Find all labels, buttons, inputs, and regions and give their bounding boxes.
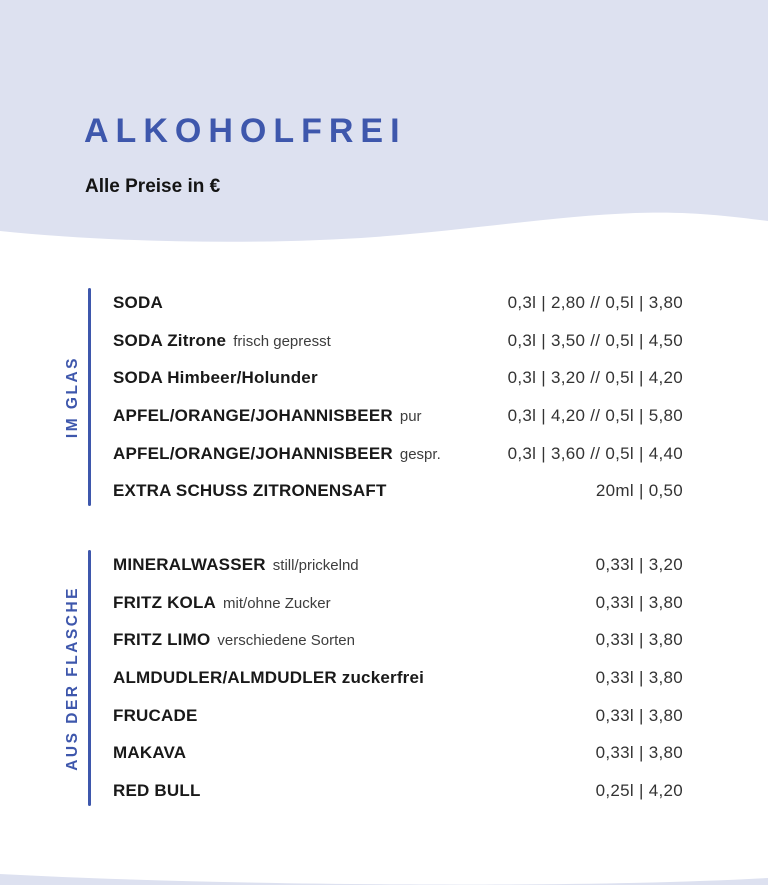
item-descriptor: pur: [399, 407, 422, 425]
item-price: 0,33l | 3,80: [595, 705, 683, 725]
menu-item-row: [113, 697, 683, 735]
item-name: SODA Zitrone: [113, 330, 227, 350]
section-label-aus-der-flasche: AUS DER FLASCHE: [63, 585, 81, 771]
item-name: MINERALWASSER: [113, 554, 266, 574]
menu-item-row: [113, 584, 683, 622]
menu-item-row: [113, 472, 683, 510]
item-name: APFEL/ORANGE/JOHANNISBEER: [113, 443, 393, 463]
item-price: 0,3l | 4,20 // 0,5l | 5,80: [507, 405, 683, 425]
footer-wave-band: [0, 869, 768, 885]
item-name: FRITZ LIMO: [113, 630, 211, 650]
menu-item-row: [113, 397, 683, 435]
item-price: 0,33l | 3,80: [595, 668, 683, 688]
item-name: SODA Himbeer/Holunder: [113, 368, 318, 388]
menu-item-row: [113, 735, 683, 773]
menu-item-row: [113, 322, 683, 360]
item-price: 0,33l | 3,20: [595, 554, 683, 574]
item-price: 0,33l | 3,80: [595, 592, 683, 612]
section-im-glas: [57, 284, 683, 510]
item-price: 0,3l | 3,50 // 0,5l | 4,50: [507, 330, 683, 350]
item-descriptor: frisch gepresst: [233, 332, 331, 350]
price-note: Alle Preise in €: [85, 176, 221, 197]
item-descriptor: still/prickelnd: [272, 556, 359, 574]
item-name: APFEL/ORANGE/JOHANNISBEER: [113, 405, 393, 425]
section-label-im-glas: IM GLAS: [63, 355, 81, 439]
item-name: FRITZ KOLA: [113, 592, 217, 612]
menu-item-row: [113, 659, 683, 697]
item-name: MAKAVA: [113, 743, 187, 763]
item-price: 0,25l | 4,20: [595, 781, 683, 801]
menu-item-row: [113, 435, 683, 473]
item-name: FRUCADE: [113, 705, 198, 725]
menu-item-row: [113, 284, 683, 322]
item-descriptor: mit/ohne Zucker: [223, 594, 331, 612]
menu-item-row: [113, 359, 683, 397]
menu-item-row: [113, 772, 683, 810]
item-price: 20ml | 0,50: [595, 481, 683, 501]
item-price: 0,33l | 3,80: [595, 743, 683, 763]
page-title: ALKOHOLFREI: [84, 112, 407, 150]
item-name: ALMDUDLER/ALMDUDLER zuckerfrei: [113, 668, 425, 688]
menu-item-row: [113, 621, 683, 659]
item-price: 0,3l | 3,20 // 0,5l | 4,20: [507, 368, 683, 388]
menu-item-row: [113, 546, 683, 584]
item-name: SODA: [113, 292, 163, 312]
item-price: 0,3l | 2,80 // 0,5l | 3,80: [507, 292, 683, 312]
section-aus-der-flasche: [57, 546, 683, 810]
item-descriptor: gespr.: [399, 445, 441, 463]
item-name: RED BULL: [113, 781, 201, 801]
item-name: EXTRA SCHUSS ZITRONENSAFT: [113, 481, 387, 501]
item-price: 0,3l | 3,60 // 0,5l | 4,40: [507, 443, 683, 463]
item-descriptor: verschiedene Sorten: [217, 632, 355, 650]
item-price: 0,33l | 3,80: [595, 630, 683, 650]
